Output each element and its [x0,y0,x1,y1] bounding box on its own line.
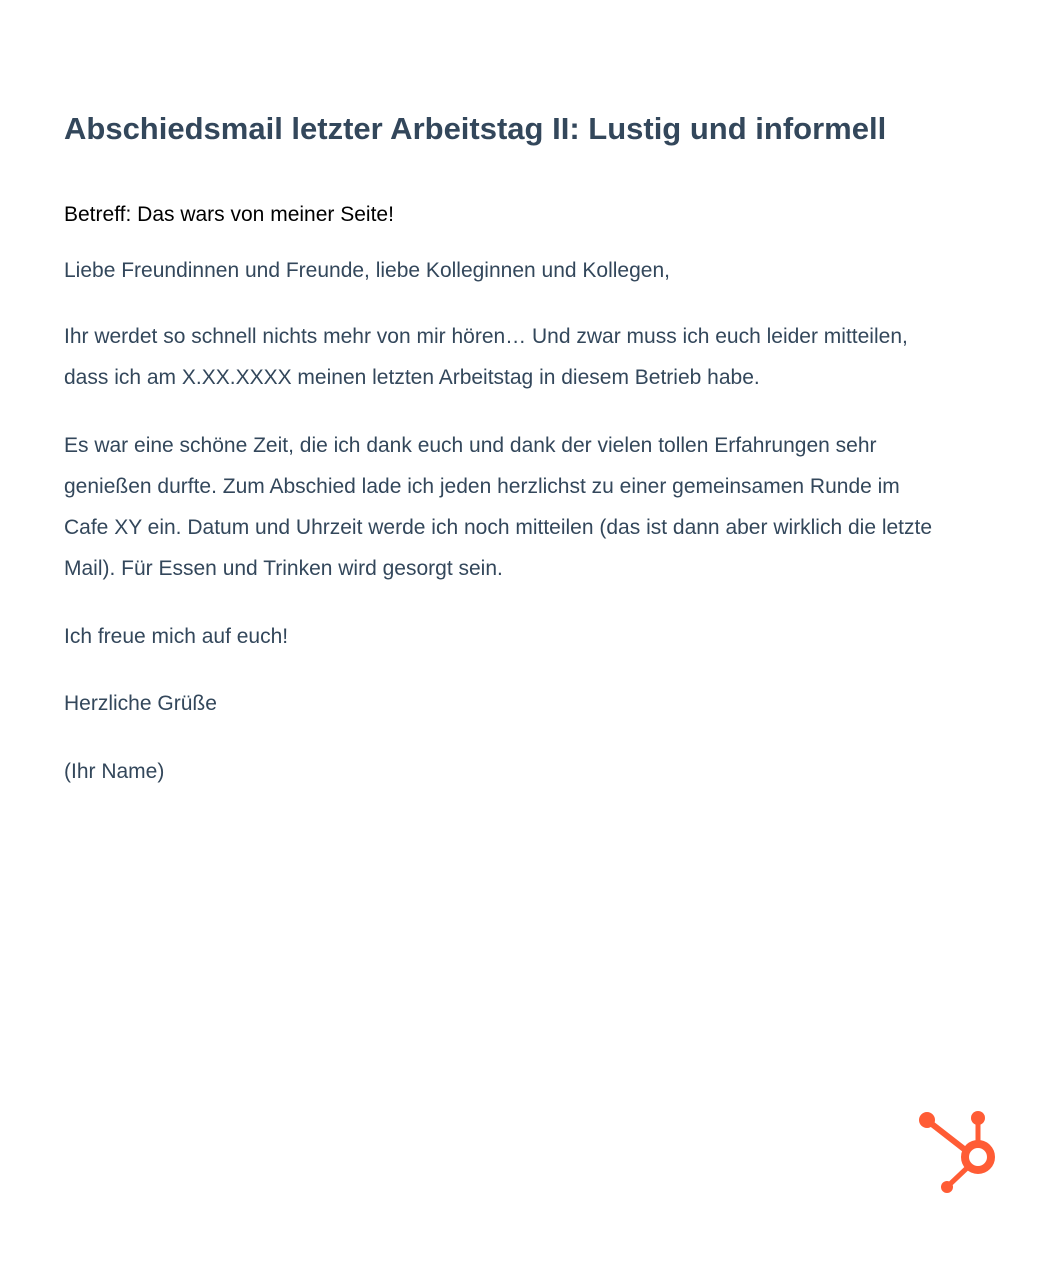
email-subject: Betreff: Das wars von meiner Seite! [64,203,394,226]
page-title: Abschiedsmail letzter Arbeitstag II: Lustig und informell [64,111,887,146]
email-paragraph-announcement: Ihr werdet so schnell nichts mehr von mir hören… Und zwar muss ich euch leider mitteilen, dass ich am X.XX.XXXX meinen letzten Arbeitstag in diesem Betrieb habe. [64,325,908,389]
email-greeting: Liebe Freundinnen und Freunde, liebe Kolleginnen und Kollegen, [64,259,670,282]
email-paragraph-invitation: Es war eine schöne Zeit, die ich dank euch und dank der vielen tollen Erfahrungen sehr genießen durfte. Zum Abschied lade ich jeden herzlichst zu einer gemeinsamen Runde im Cafe XY ein. Datum und Uhrzeit werde ich noch mitteilen (das ist dann aber wirklich die letzte Mail). Für Essen und Trinken wird gesorgt sein. [64,434,933,580]
email-signature: (Ihr Name) [64,760,165,783]
hubspot-sprocket-icon [912,1102,1008,1198]
email-paragraph-looking-forward: Ich freue mich auf euch! [64,625,289,648]
email-closing: Herzliche Grüße [64,692,217,715]
